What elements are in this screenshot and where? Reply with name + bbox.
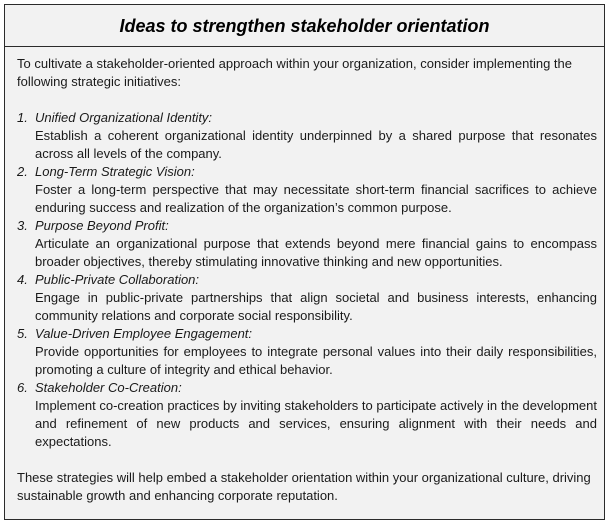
intro-paragraph: To cultivate a stakeholder-oriented approach within your organization, consider implementing the following strategic initiatives:: [17, 56, 572, 89]
list-item: [17, 325, 597, 379]
item-title: Unified Organizational Identity:: [35, 110, 213, 125]
item-description: Implement co-creation practices by inviting stakeholders to participate actively in the development and refinement of new products and services, ensuring alignment with their needs and expectations.: [35, 398, 597, 449]
item-number: 2.: [17, 164, 28, 179]
list-item: [17, 271, 597, 325]
document-box: [4, 4, 605, 520]
item-description: Foster a long-term perspective that may necessitate short-term financial sacrifices to achieve enduring success and realization of the organization’s common purpose.: [35, 182, 597, 215]
item-number: 6.: [17, 380, 28, 395]
list-item: [17, 217, 597, 271]
item-title: Stakeholder Co-Creation:: [35, 380, 182, 395]
item-description: Engage in public-private partnerships that align societal and business interests, enhancing community relations and corporate social responsibility.: [35, 290, 597, 323]
initiatives-list: [17, 109, 597, 451]
list-item: [17, 163, 597, 217]
item-description: Provide opportunities for employees to integrate personal values into their daily responsibilities, promoting a culture of integrity and ethical behavior.: [35, 344, 597, 377]
item-title: Long-Term Strategic Vision:: [35, 164, 195, 179]
closing-paragraph: These strategies will help embed a stakeholder orientation within your organizational culture, driving sustainable growth and enhancing corporate reputation.: [17, 470, 591, 503]
list-item: [17, 109, 597, 163]
item-number: 3.: [17, 218, 28, 233]
item-number: 4.: [17, 272, 28, 287]
item-description: Establish a coherent organizational identity underpinned by a shared purpose that resonates across all levels of the company.: [35, 128, 597, 161]
item-title: Value-Driven Employee Engagement:: [35, 326, 253, 341]
item-title: Purpose Beyond Profit:: [35, 218, 169, 233]
item-title: Public-Private Collaboration:: [35, 272, 200, 287]
list-item: [17, 379, 597, 451]
document-body: [17, 55, 597, 505]
item-description: Articulate an organizational purpose that extends beyond mere financial gains to encompass broader objectives, thereby stimulating innovative thinking and new opportunities.: [35, 236, 597, 269]
title-divider: [5, 46, 604, 47]
document-title: Ideas to strengthen stakeholder orientation: [119, 16, 490, 36]
item-number: 5.: [17, 326, 28, 341]
item-number: 1.: [17, 110, 28, 125]
